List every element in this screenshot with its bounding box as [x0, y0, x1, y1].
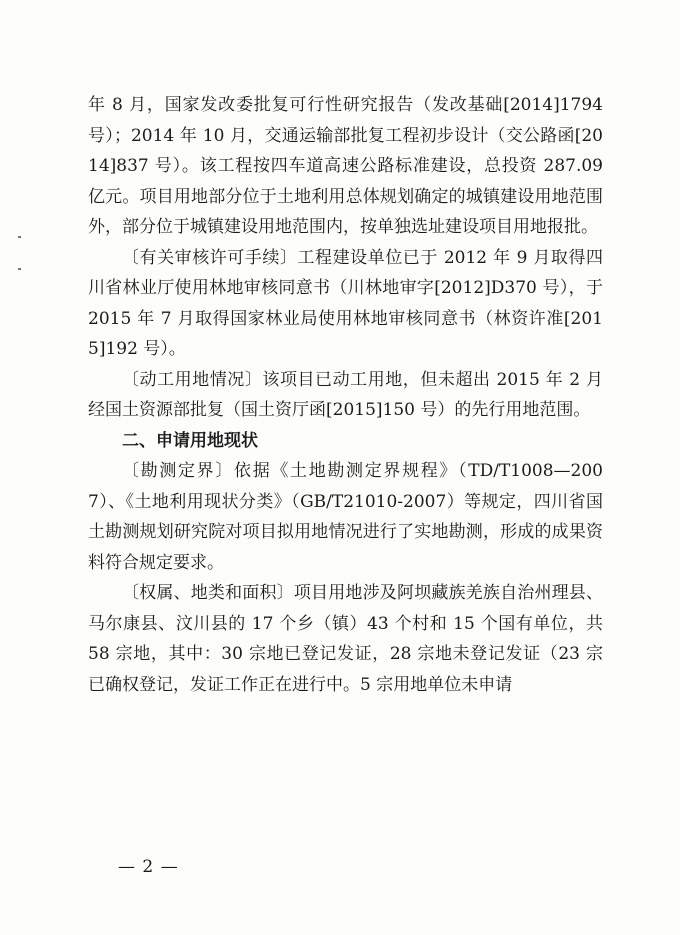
document-body: [88, 90, 603, 700]
binding-mark: [18, 236, 21, 238]
paragraph-construction-land: 〔动工用地情况〕该项目已动工用地，但未超出 2015 年 2 月经国土资源部批复（国土资厅函[2015]150 号）的先行用地范围。: [88, 369, 603, 420]
paragraph-ownership-area: 〔权属、地类和面积〕项目用地涉及阿坝藏族羌族自治州理县、马尔康县、汶川县的 17 个乡（镇）43 个村和 15 个国有单位，共 58 宗地，其中：30 宗地已登记发证，28 宗地未登记发证（23 宗已确权登记，发证工作正在进行中。5 宗用地单位未申请: [88, 583, 603, 695]
page-number: — 2 —: [118, 857, 179, 877]
paragraph-project-approval: 年 8 月，国家发改委批复可行性研究报告（发改基础[2014]1794号）；2014 年 10 月，交通运输部批复工程初步设计（交公路函[2014]837 号）。该工程按四车道高速公路标准建设，总投资 287.09 亿元。项目用地部分位于土地利用总体规划确定的城镇建设用地范围外，部分位于城镇建设用地范围内，按单独选址建设项目用地报批。: [88, 95, 603, 237]
binding-mark: [18, 268, 21, 270]
section-heading: 二、申请用地现状: [122, 430, 258, 451]
paragraph-review-permits: 〔有关审核许可手续〕工程建设单位已于 2012 年 9 月取得四川省林业厅使用林地审核同意书（川林地审字[2012]D370 号），于 2015 年 7 月取得国家林业局使用林地审核同意书（林资许准[2015]192 号）。: [88, 247, 603, 359]
paragraph-survey-demarcation: 〔勘测定界〕依据《土地勘测定界规程》（TD/T1008—2007）、《土地利用现状分类》（GB/T21010-2007）等规定，四川省国土勘测规划研究院对项目拟用地情况进行了实地勘测，形成的成果资料符合规定要求。: [88, 461, 603, 573]
